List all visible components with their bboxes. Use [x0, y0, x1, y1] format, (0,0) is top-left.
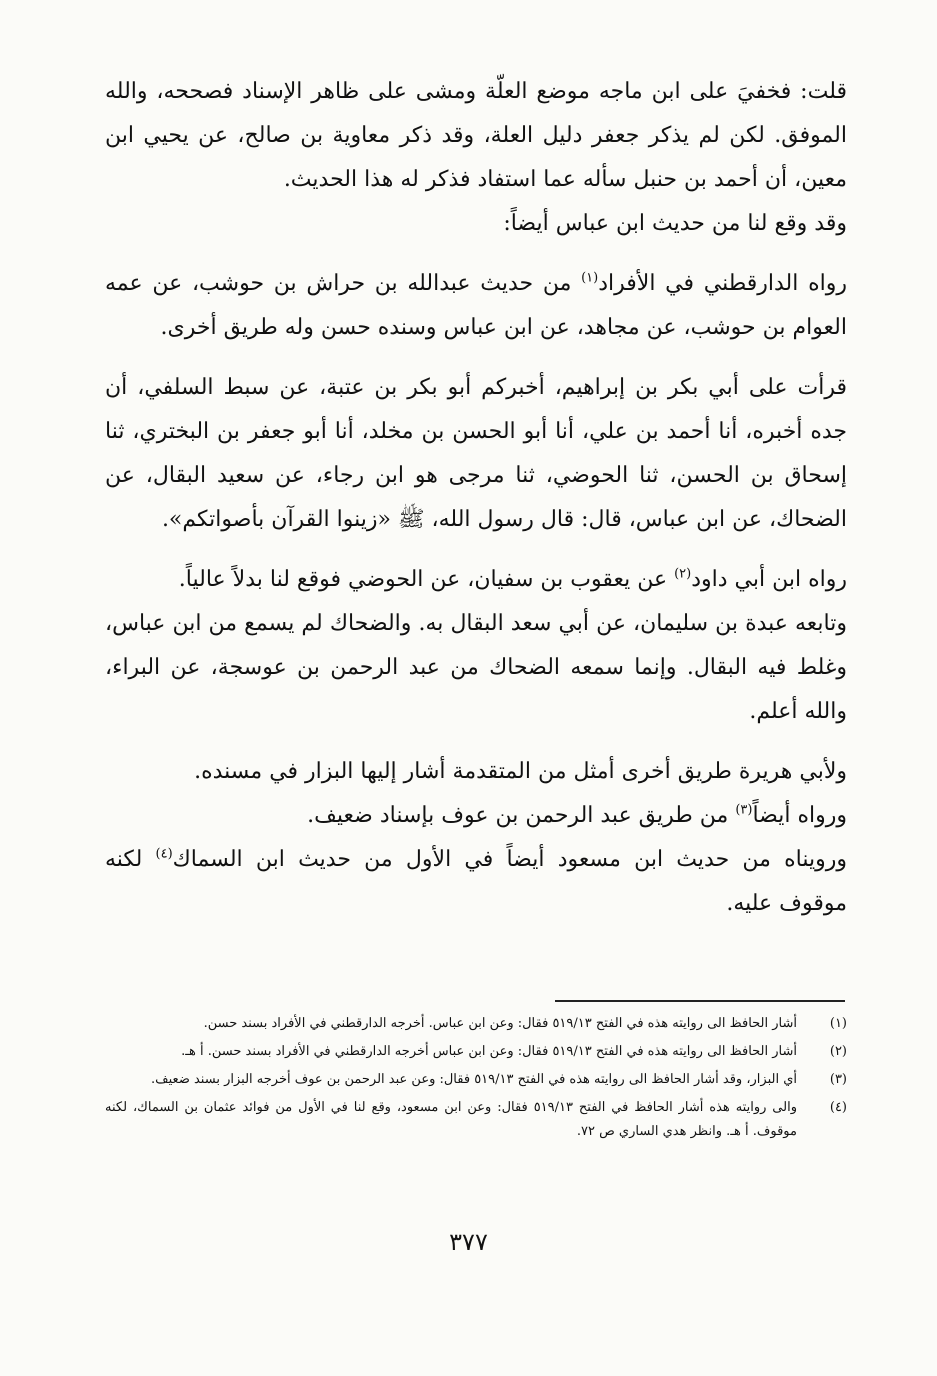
paragraph-9-text-b: لكنه موقوف عليه. [105, 847, 847, 916]
footnote-text: والى روايته هذه أشار الحافظ في الفتح ٥١٩/١٣ فقال: وعن ابن مسعود، وقع لنا في الأول من فوائد عثمان بن السماك، لكنه موقوف. أ هـ. وانظر هدي الساري ص ٧٢. [105, 1100, 797, 1139]
footnote-2 [105, 1040, 847, 1064]
paragraph-5 [105, 558, 847, 602]
main-text [105, 70, 847, 926]
paragraph-6: وتابعه عبدة بن سليمان، عن أبي سعد البقال به. والضحاك لم يسمع من ابن عباس، وغلط فيه البقال. وإنما سمعه الضحاك من عبد الرحمن بن عوسجة، عن البراء، والله أعلم. [105, 611, 847, 724]
page-number: ٣٧٧ [449, 1228, 488, 1256]
footnote-text: أشار الحافظ الى روايته هذه في الفتح ٥١٩/١٣ فقال: وعن ابن عباس. أخرجه الدارقطني في الأفراد بسند حسن. [203, 1016, 797, 1031]
footnote-1 [105, 1012, 847, 1036]
footnote-number: (٤) [829, 1100, 847, 1115]
paragraph-2: وقد وقع لنا من حديث ابن عباس أيضاً: [503, 211, 847, 236]
paragraph-8-text-b: من طريق عبد الرحمن بن عوف بإسناد ضعيف. [307, 803, 736, 828]
paragraph-7: ولأبي هريرة طريق أخرى أمثل من المتقدمة أشار إليها البزار في مسنده. [194, 759, 847, 784]
footnote-ref-2[interactable]: (٢) [674, 566, 692, 582]
paragraph-3 [105, 262, 847, 350]
footnote-number: (١) [829, 1016, 847, 1031]
paragraph-3-text-a: رواه الدارقطني في الأفراد [598, 271, 847, 296]
footnote-3 [105, 1068, 847, 1092]
footnote-divider [555, 1000, 845, 1002]
paragraph-3-text-b: من حديث عبدالله بن حراش بن حوشب، عن عمه العوام بن حوشب، عن مجاهد، عن ابن عباس وسنده حسن وله طريق أخرى. [105, 271, 847, 340]
footnote-number: (٣) [829, 1072, 847, 1087]
footnote-text: أي البزار، وقد أشار الحافظ الى روايته هذه في الفتح ٥١٩/١٣ فقال: وعن عبد الرحمن بن عوف أخرجه البزار بسند ضعيف. [151, 1072, 797, 1087]
footnote-4 [105, 1096, 847, 1144]
paragraph-9 [105, 838, 847, 926]
footnote-ref-1[interactable]: (١) [581, 270, 599, 286]
paragraph-9-text-a: ورويناه من حديث ابن مسعود أيضاً في الأول من حديث ابن السماك [172, 847, 848, 872]
paragraph-8-text-a: ورواه أيضاً [752, 803, 847, 828]
paragraph-5-text-a: رواه ابن أبي داود [691, 567, 847, 592]
paragraph-8 [105, 794, 847, 838]
footnote-ref-4[interactable]: (٤) [155, 846, 173, 862]
footnote-number: (٢) [829, 1044, 847, 1059]
paragraph-5-text-b: عن يعقوب بن سفيان، عن الحوضي فوقع لنا بدلاً عالياً. [178, 567, 675, 592]
paragraph-1: قلت: فخفيَ على ابن ماجه موضع العلّة ومشى على ظاهر الإسناد فصححه، والله الموفق. لكن لم يذكر جعفر دليل العلة، وقد ذكر معاوية بن صالح، عن يحيي ابن معين، أن أحمد بن حنبل سأله عما استفاد فذكر له هذا الحديث. [105, 79, 847, 192]
footnotes [105, 1012, 847, 1148]
paragraph-4: قرأت على أبي بكر بن إبراهيم، أخبركم أبو بكر بن عتبة، عن سبط السلفي، أن جده أخبره، أنا أحمد بن علي، أنا أبو الحسن بن مخلد، أنا أبو جعفر بن البختري، ثنا إسحاق بن الحسن، ثنا الحوضي، ثنا مرجى هو ابن رجاء، عن سعيد البقال، عن الضحاك، عن ابن عباس، قال: قال رسول الله، ﷺ «زينوا القرآن بأصواتكم». [105, 375, 847, 532]
footnote-ref-3[interactable]: (٣) [735, 802, 753, 818]
footnote-text: أشار الحافظ الى روايته هذه في الفتح ٥١٩/١٣ فقال: وعن ابن عباس أخرجه الدارقطني في الأفراد بسند حسن. أ هـ. [181, 1044, 797, 1059]
